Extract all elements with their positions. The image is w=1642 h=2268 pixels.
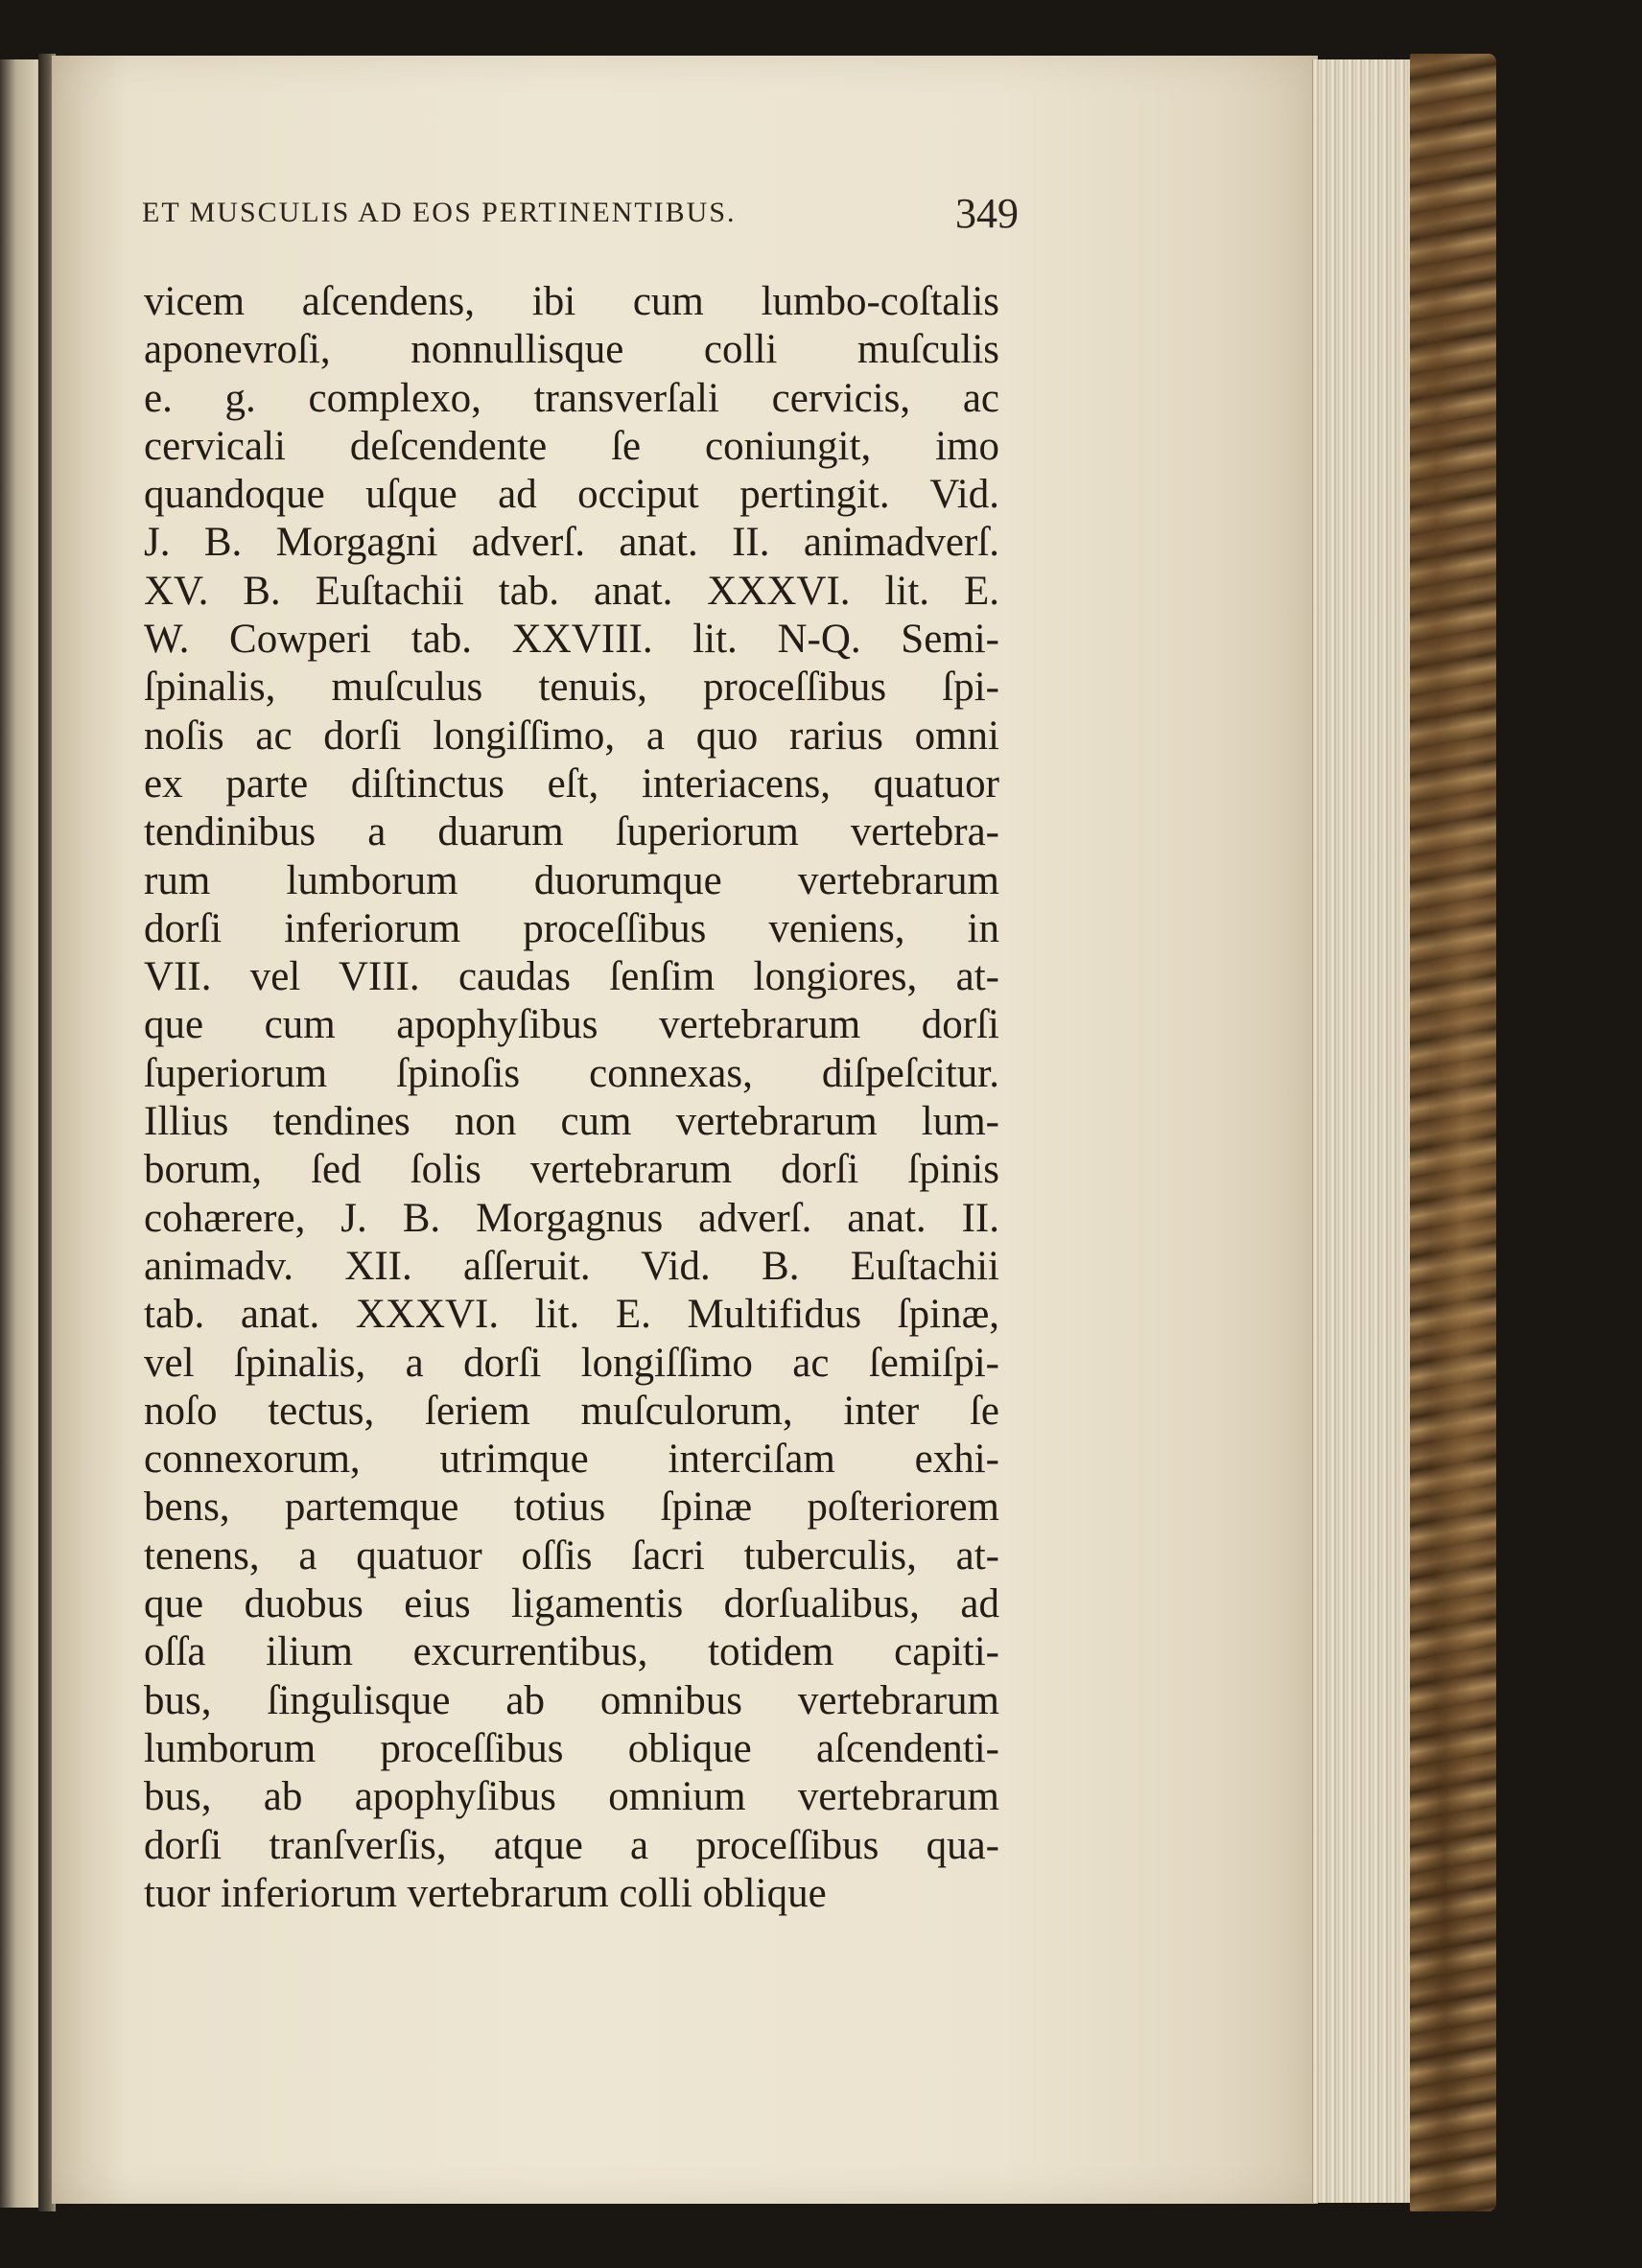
- text-line: aponevroſi, nonnullisque colli muſculis: [144, 327, 999, 373]
- text-line: tenens, a quatuor oſſis ſacri tuberculis, at-: [144, 1532, 999, 1578]
- page-number: 349: [955, 190, 1019, 237]
- text-line: tendinibus a duarum ſuperiorum vertebra-: [144, 809, 999, 855]
- text-line: e. g. complexo, transverſali cervicis, ac: [144, 375, 999, 421]
- text-line: XV. B. Euſtachii tab. anat. XXXVI. lit. E.: [144, 568, 999, 614]
- text-line: cohærere, J. B. Morgagnus adverſ. anat. II.: [144, 1195, 999, 1241]
- text-line: ex parte diſtinctus eſt, interiacens, quatuor: [144, 760, 999, 807]
- text-line: noſo tectus, ſeriem muſculorum, inter ſe: [144, 1388, 999, 1434]
- text-line: dorſi tranſverſis, atque a proceſſibus qua-: [144, 1822, 999, 1868]
- text-line: ſpinalis, muſculus tenuis, proceſſibus ſpi-: [144, 665, 999, 711]
- text-line: borum, ſed ſolis vertebrarum dorſi ſpinis: [144, 1147, 999, 1193]
- text-line: rum lumborum duorumque vertebrarum: [144, 857, 999, 903]
- text-line: noſis ac dorſi longiſſimo, a quo rarius omni: [144, 713, 999, 759]
- text-line: quandoque uſque ad occiput pertingit. Vid.: [144, 472, 999, 518]
- text-line: bus, ſingulisque ab omnibus vertebrarum: [144, 1677, 999, 1723]
- running-title: ET MUSCULIS AD EOS PERTINENTIBUS.: [142, 197, 737, 228]
- text-line: VII. vel VIII. caudas ſenſim longiores, at-: [144, 954, 999, 1000]
- text-line: lumborum proceſſibus oblique aſcendenti-: [144, 1725, 999, 1771]
- page-block-edges: [1312, 59, 1419, 2203]
- text-line: dorſi inferiorum proceſſibus veniens, in: [144, 905, 999, 951]
- text-line: connexorum, utrimque interciſam exhi-: [144, 1437, 999, 1483]
- text-line: bus, ab apophyſibus omnium vertebrarum: [144, 1774, 999, 1820]
- text-line: J. B. Morgagni adverſ. anat. II. animadverſ.: [144, 520, 999, 566]
- text-line: vicem aſcendens, ibi cum lumbo-coſtalis: [144, 279, 999, 324]
- text-line: que cum apophyſibus vertebrarum dorſi: [144, 1002, 999, 1048]
- text-line: que duobus eius ligamentis dorſualibus, ad: [144, 1581, 999, 1627]
- text-line: tuor inferiorum vertebrarum colli oblique: [144, 1870, 827, 1916]
- running-header: [142, 190, 1019, 237]
- text-line: Illius tendines non cum vertebrarum lum-: [144, 1099, 999, 1145]
- marbled-cover: [1410, 54, 1496, 2211]
- text-line: ſuperiorum ſpinoſis connexas, diſpeſcitur.: [144, 1050, 999, 1096]
- text-line: animadv. XII. aſſeruit. Vid. B. Euſtachii: [144, 1243, 999, 1289]
- text-line: oſſa ilium excurrentibus, totidem capiti-: [144, 1629, 999, 1675]
- body-text: [144, 278, 999, 1918]
- text-line: bens, partemque totius ſpinæ poſteriorem: [144, 1485, 999, 1531]
- text-line: W. Cowperi tab. XXVIII. lit. N-Q. Semi-: [144, 617, 999, 663]
- text-line: vel ſpinalis, a dorſi longiſſimo ac ſemiſpi-: [144, 1340, 999, 1386]
- text-line: tab. anat. XXXVI. lit. E. Multifidus ſpinæ,: [144, 1292, 999, 1338]
- text-line: cervicali deſcendente ſe coniungit, imo: [144, 423, 999, 469]
